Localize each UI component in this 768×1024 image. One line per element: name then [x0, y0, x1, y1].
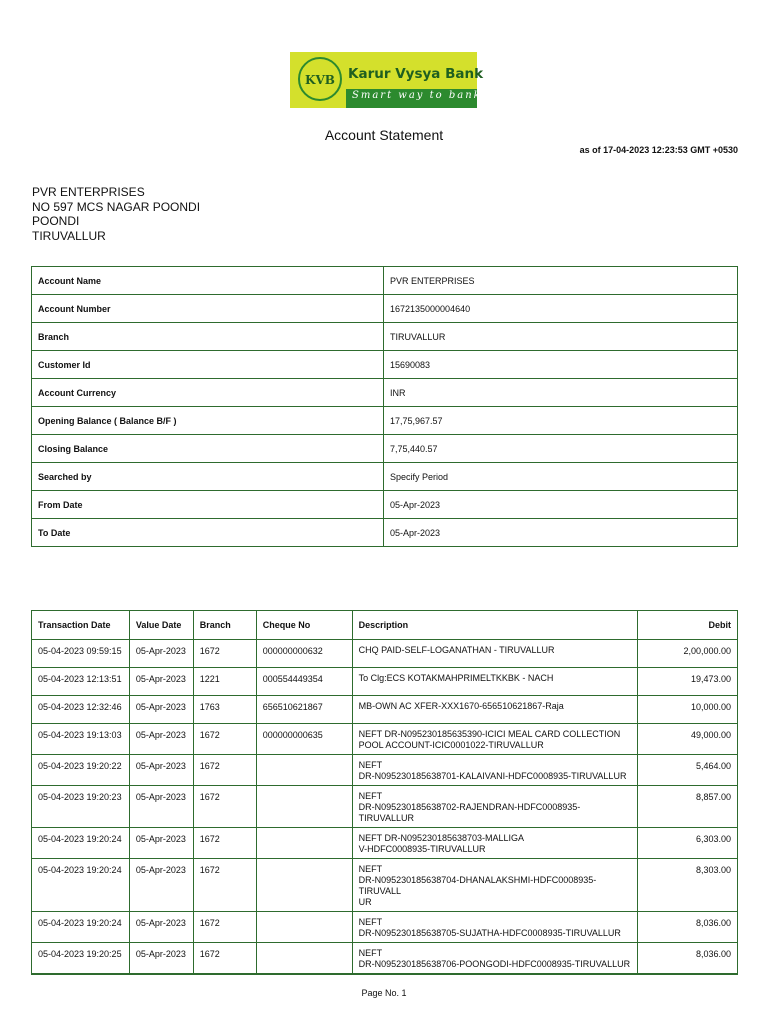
account-info-label: Searched by	[32, 463, 384, 491]
cheque-no-cell: 656510621867	[256, 696, 352, 724]
account-info-value: 05-Apr-2023	[384, 491, 738, 519]
account-info-value: 1672135000004640	[384, 295, 738, 323]
transaction-row	[32, 943, 738, 975]
cheque-no-cell	[256, 859, 352, 912]
description-cell	[352, 912, 637, 943]
cheque-no-cell	[256, 786, 352, 828]
branch-cell: 1672	[193, 755, 256, 786]
logo-badge-text: KVB	[305, 73, 335, 87]
cheque-no-cell: 000554449354	[256, 668, 352, 696]
account-info-row	[32, 407, 738, 435]
description-cell	[352, 786, 637, 828]
account-info-row	[32, 351, 738, 379]
cheque-no-cell	[256, 828, 352, 859]
transaction-row	[32, 640, 738, 668]
transaction-date-cell: 05-04-2023 09:59:15	[32, 640, 130, 668]
document-title: Account Statement	[324, 127, 444, 143]
description-line: NEFT DR-N095230185638703-MALLIGA	[358, 833, 525, 843]
value-date-cell: 05-Apr-2023	[129, 828, 193, 859]
account-info-value: Specify Period	[384, 463, 738, 491]
transaction-date-cell: 05-04-2023 12:32:46	[32, 696, 130, 724]
value-date-cell: 05-Apr-2023	[129, 755, 193, 786]
value-date-cell: 05-Apr-2023	[129, 640, 193, 668]
address-line: NO 597 MCS NAGAR POONDI	[32, 199, 201, 214]
transaction-date-cell: 05-04-2023 19:20:24	[32, 828, 130, 859]
column-header-transaction-date: Transaction Date	[32, 611, 130, 640]
account-info-label: Account Currency	[32, 379, 384, 407]
account-info-row	[32, 491, 738, 519]
account-info-row	[32, 519, 738, 547]
debit-cell: 10,000.00	[638, 696, 738, 724]
account-info-table	[31, 266, 738, 547]
description-line: NEFT	[358, 948, 383, 958]
account-info-row	[32, 295, 738, 323]
value-date-cell: 05-Apr-2023	[129, 912, 193, 943]
account-info-value: 15690083	[384, 351, 738, 379]
account-info-value: PVR ENTERPRISES	[384, 267, 738, 295]
value-date-cell: 05-Apr-2023	[129, 696, 193, 724]
description-line: DR-N095230185638704-DHANALAKSHMI-HDFC0008935-TIRUVALL	[358, 875, 597, 896]
description-cell	[352, 943, 637, 975]
cheque-no-cell	[256, 755, 352, 786]
branch-cell: 1672	[193, 640, 256, 668]
value-date-cell: 05-Apr-2023	[129, 943, 193, 975]
account-info-label: Account Name	[32, 267, 384, 295]
value-date-cell: 05-Apr-2023	[129, 668, 193, 696]
description-cell	[352, 828, 637, 859]
account-info-row	[32, 435, 738, 463]
debit-cell: 49,000.00	[638, 724, 738, 755]
transaction-row	[32, 668, 738, 696]
transaction-date-cell: 05-04-2023 19:20:24	[32, 859, 130, 912]
debit-cell: 6,303.00	[638, 828, 738, 859]
page-number: Page No. 1	[361, 988, 407, 998]
transaction-date-cell: 05-04-2023 19:20:25	[32, 943, 130, 975]
branch-cell: 1672	[193, 859, 256, 912]
description-line: V-HDFC0008935-TIRUVALLUR	[358, 844, 486, 854]
cheque-no-cell	[256, 912, 352, 943]
value-date-cell: 05-Apr-2023	[129, 786, 193, 828]
transaction-row	[32, 828, 738, 859]
branch-cell: 1672	[193, 828, 256, 859]
branch-cell: 1672	[193, 943, 256, 975]
statement-timestamp: as of 17-04-2023 12:23:53 GMT +0530	[579, 145, 738, 155]
kvb-emblem	[298, 57, 342, 101]
logo-bank-name: Karur Vysya Bank	[348, 66, 484, 82]
branch-cell: 1672	[193, 912, 256, 943]
column-header-description: Description	[352, 611, 637, 640]
bank-logo	[290, 52, 484, 108]
transaction-row	[32, 912, 738, 943]
transaction-row	[32, 696, 738, 724]
description-line: MB-OWN AC XFER-XXX1670-656510621867-Raja	[358, 701, 564, 711]
debit-cell: 8,036.00	[638, 943, 738, 975]
branch-cell: 1672	[193, 724, 256, 755]
description-line: NEFT	[358, 864, 383, 874]
value-date-cell: 05-Apr-2023	[129, 724, 193, 755]
branch-cell: 1221	[193, 668, 256, 696]
description-cell	[352, 668, 637, 696]
description-line: NEFT	[358, 791, 383, 801]
description-line: DR-N095230185638702-RAJENDRAN-HDFC0008935-TIRUVALLUR	[358, 802, 581, 823]
cheque-no-cell: 000000000635	[256, 724, 352, 755]
address-line: POONDI	[32, 214, 80, 228]
description-line: DR-N095230185638705-SUJATHA-HDFC0008935-TIRUVALLUR	[358, 928, 621, 938]
description-line: NEFT	[358, 917, 383, 927]
account-info-row	[32, 323, 738, 351]
description-line: To Clg:ECS KOTAKMAHPRIMELTKKBK - NACH	[358, 673, 554, 683]
account-info-value: 7,75,440.57	[384, 435, 738, 463]
cheque-no-cell	[256, 943, 352, 975]
address-line: PVR ENTERPRISES	[32, 185, 145, 199]
transaction-date-cell: 05-04-2023 19:20:22	[32, 755, 130, 786]
debit-cell: 2,00,000.00	[638, 640, 738, 668]
description-cell	[352, 724, 637, 755]
account-info-label: Closing Balance	[32, 435, 384, 463]
description-line: POOL ACCOUNT-ICIC0001022-TIRUVALLUR	[358, 740, 544, 750]
account-info-row	[32, 379, 738, 407]
description-line: DR-N095230185638706-POONGODI-HDFC0008935-TIRUVALLUR	[358, 959, 631, 969]
address-line: TIRUVALLUR	[32, 228, 106, 243]
description-cell	[352, 696, 637, 724]
debit-cell: 8,036.00	[638, 912, 738, 943]
transaction-date-cell: 05-04-2023 19:20:23	[32, 786, 130, 828]
transactions-header-row	[32, 611, 738, 640]
account-info-value: TIRUVALLUR	[384, 323, 738, 351]
description-line: CHQ PAID-SELF-LOGANATHAN - TIRUVALLUR	[358, 645, 555, 655]
account-info-label: Account Number	[32, 295, 384, 323]
debit-cell: 5,464.00	[638, 755, 738, 786]
description-line: NEFT	[358, 760, 383, 770]
debit-cell: 8,857.00	[638, 786, 738, 828]
account-info-label: Opening Balance ( Balance B/F )	[32, 407, 384, 435]
account-info-row	[32, 463, 738, 491]
description-line: UR	[358, 897, 372, 907]
transaction-date-cell: 05-04-2023 12:13:51	[32, 668, 130, 696]
account-info-label: To Date	[32, 519, 384, 547]
transaction-row	[32, 755, 738, 786]
description-cell	[352, 859, 637, 912]
column-header-value-date: Value Date	[129, 611, 193, 640]
cheque-no-cell: 000000000632	[256, 640, 352, 668]
transaction-row	[32, 786, 738, 828]
customer-address	[32, 185, 200, 243]
debit-cell: 8,303.00	[638, 859, 738, 912]
description-line: DR-N095230185638701-KALAIVANI-HDFC0008935-TIRUVALLUR	[358, 771, 627, 781]
transaction-date-cell: 05-04-2023 19:20:24	[32, 912, 130, 943]
description-cell	[352, 640, 637, 668]
column-header-cheque-no: Cheque No	[256, 611, 352, 640]
transactions-table	[31, 610, 738, 975]
branch-cell: 1763	[193, 696, 256, 724]
transaction-row	[32, 859, 738, 912]
description-line: NEFT DR-N095230185635390-ICICI MEAL CARD COLLECTION	[358, 729, 621, 739]
transaction-row	[32, 724, 738, 755]
account-info-value: INR	[384, 379, 738, 407]
transaction-date-cell: 05-04-2023 19:13:03	[32, 724, 130, 755]
column-header-branch: Branch	[193, 611, 256, 640]
branch-cell: 1672	[193, 786, 256, 828]
account-info-value: 05-Apr-2023	[384, 519, 738, 547]
account-info-label: Branch	[32, 323, 384, 351]
description-cell	[352, 755, 637, 786]
account-info-row	[32, 267, 738, 295]
debit-cell: 19,473.00	[638, 668, 738, 696]
account-info-label: Customer Id	[32, 351, 384, 379]
column-header-debit: Debit	[638, 611, 738, 640]
value-date-cell: 05-Apr-2023	[129, 859, 193, 912]
logo-tagline: Smart way to bank	[352, 90, 482, 101]
account-info-value: 17,75,967.57	[384, 407, 738, 435]
account-info-label: From Date	[32, 491, 384, 519]
